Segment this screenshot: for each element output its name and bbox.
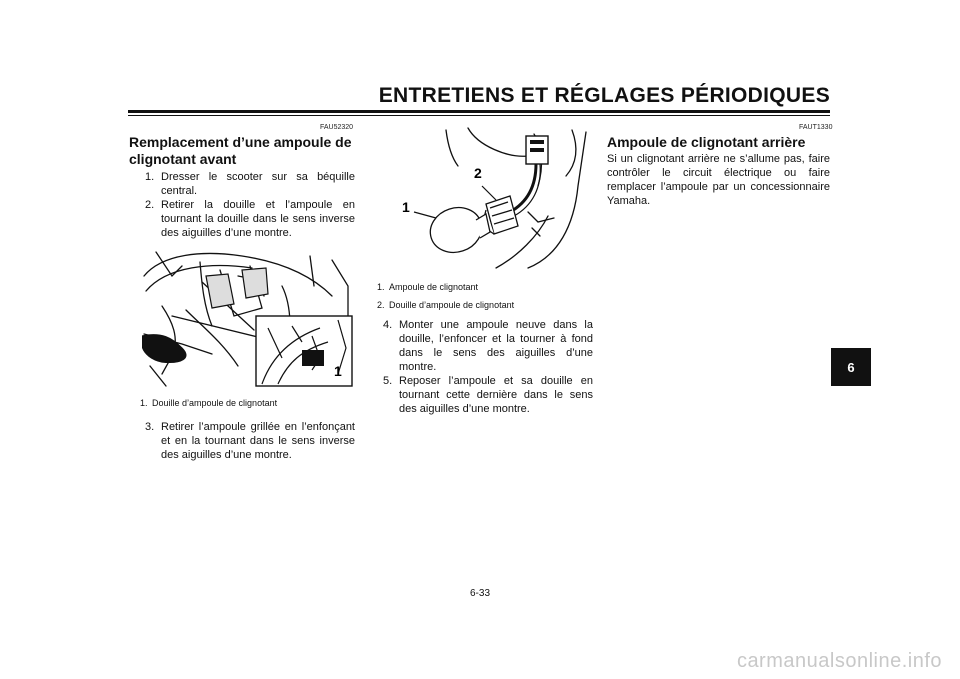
caption-number: 2. [377,300,385,310]
figure-callout: 2 [474,165,482,181]
step-number: 4. [383,319,393,331]
step-text: Retirer l’ampoule grillée en l’enfonçant et en la tournant dans le sens inverse des aiguilles d’une montre. [161,421,355,461]
step-number: 1. [145,171,155,183]
header-rule [128,110,830,113]
section-code: FAU52320 [320,124,354,131]
step-item [145,420,355,462]
step-item [383,318,593,374]
caption-number: 1. [377,282,385,292]
section-heading: Ampoule de clignotant arrière [607,134,806,150]
caption-number: 1. [140,398,148,408]
header-rule-thin [128,115,830,116]
page-number: 6-33 [469,588,490,599]
steps-list [383,318,593,416]
step-item [145,170,355,198]
caption-text: Douille d’ampoule de clignotant [389,300,515,310]
figure-caption [377,281,597,311]
step-item [383,374,593,416]
section-code: FAUT1330 [799,124,833,131]
step-text: Monter une ampoule neuve dans la douille, l’enfoncer et la tourner à fond dans le sens des aiguilles d’une montre. [399,319,593,373]
step-item [145,198,355,240]
steps-list [145,170,355,240]
step-text: Retirer la douille et l’ampoule en tournant la douille dans le sens inverse des aiguilles d’une montre. [161,199,355,239]
caption-text: Douille d’ampoule de clignotant [152,398,278,408]
steps-list [145,420,355,462]
step-text: Reposer l’ampoule et sa douille en tournant cette dernière dans le sens des aiguilles d’une montre. [399,375,593,415]
section-heading: Remplacement d’une ampoule de clignotant avant [129,134,352,167]
page-header-title: ENTRETIENS ET RÉGLAGES PÉRIODIQUES [378,84,830,107]
figure-callout: 1 [402,199,410,215]
step-number: 3. [145,421,155,433]
chapter-tab[interactable]: 6 [831,348,871,386]
section-paragraph: Si un clignotant arrière ne s’allume pas, faire contrôler le circuit électrique ou faire remplacer l’ampoule par un concessionnaire Yamaha. [607,153,830,207]
figure-callout: 1 [334,363,342,379]
figure-caption [140,397,355,409]
watermark: carmanualsonline.info [736,650,942,672]
figure-front-signal-socket [142,246,354,388]
caption-text: Ampoule de clignotant [389,282,479,292]
step-number: 5. [383,375,393,387]
step-number: 2. [145,199,155,211]
figure-bulb-and-socket [378,126,594,272]
step-text: Dresser le scooter sur sa béquille central. [161,171,355,197]
